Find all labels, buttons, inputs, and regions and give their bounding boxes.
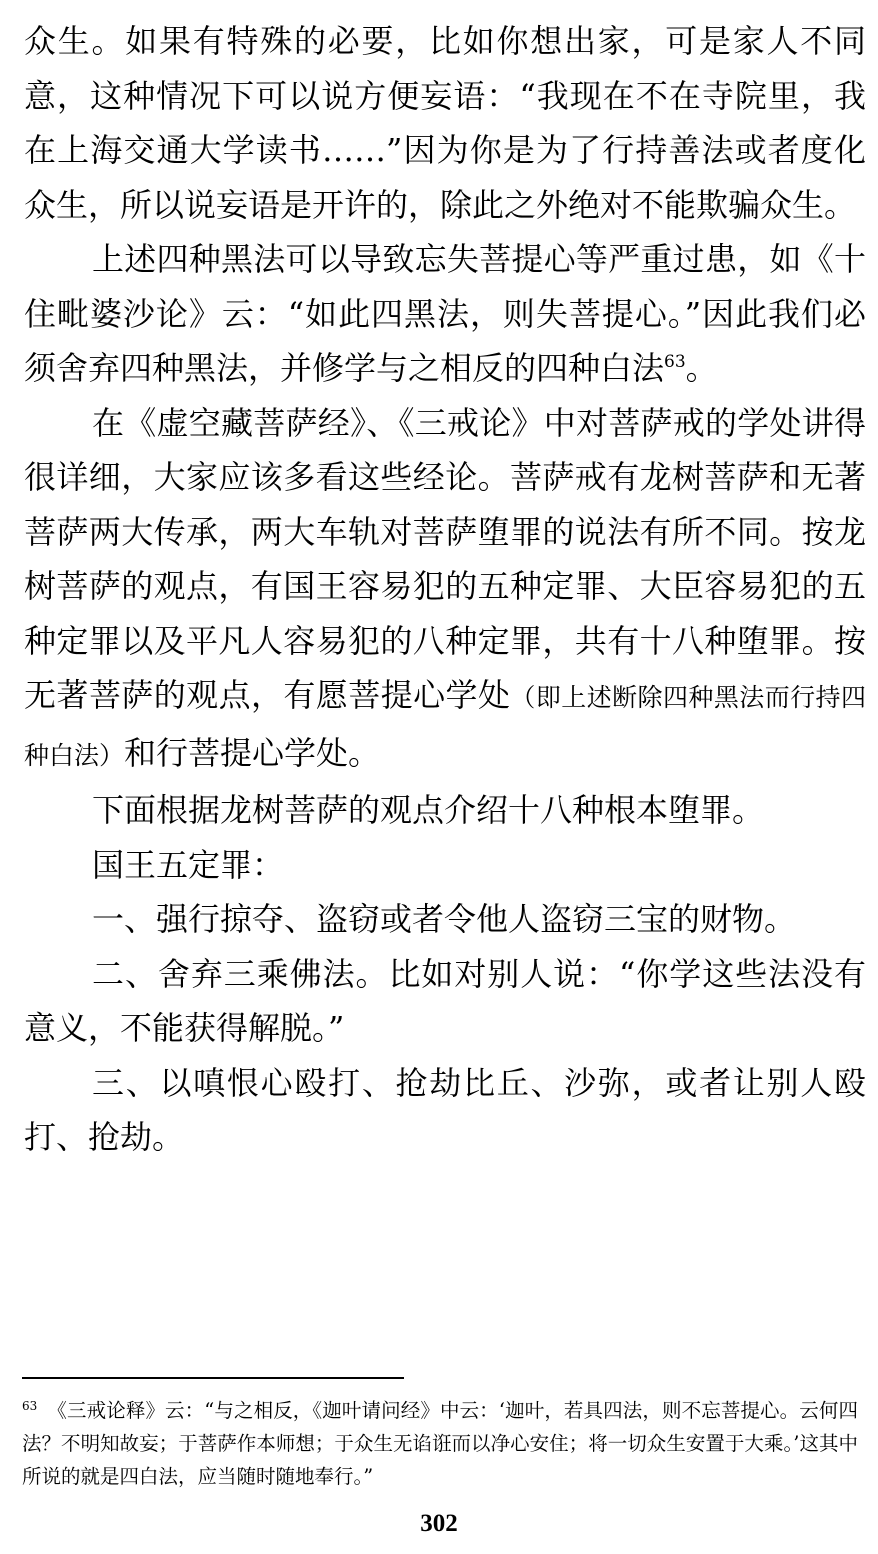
paragraph-tail: 和行菩提心学处。 [124,733,381,772]
footnote-divider [22,1377,404,1379]
section-heading: 国王五定罪： [92,845,285,884]
footnote-number: 63 [22,1399,38,1413]
paragraph [24,232,866,396]
main-text [24,14,866,1165]
page-number: 302 [420,1510,458,1537]
footnote-text: 《三戒论释》云：“与之相反，《迦叶请问经》中云：‘迦叶，若具四法，则不忘菩提心。云何四法？不明知故妄；于菩萨作本师想；于众生无谄诳而以净心安住；将一切众生安置于大乘。’这其中所说的就是四白法，应当随时随地奉行。” [22,1399,858,1488]
list-item: 一、强行掠夺、盗窃或者令他人盗窃三宝的财物。 [92,900,797,938]
footnote-reference[interactable]: 63 [664,352,686,372]
footnote [22,1394,858,1493]
parenthetical-note: （即上述断除四种黑法而行持四种白法） [24,683,866,770]
paragraph-text: 在《虚空藏菩萨经》、《三戒论》中对菩萨戒的学处讲得很详细，大家应该多看这些经论。菩萨戒有龙树菩萨和无著菩萨两大传承，两大车轨对菩萨堕罪的说法有所不同。按龙树菩萨的观点，有国王容易犯的五种定罪、大臣容易犯的五种定罪以及平凡人容易犯的八种定罪，共有十八种堕罪。按无著菩萨的观点，有愿菩提心学处 [24,403,866,714]
paragraph-tail: 。 [685,349,718,387]
paragraph-text: 上述四种黑法可以导致忘失菩提心等严重过患，如《十住毗婆沙论》云：“如此四黑法，则失菩提心。”因此我们必须舍弃四种黑法，并修学与之相反的四种白法 [24,240,866,387]
list-item: 二、舍弃三乘佛法。比如对别人说：“你学这些法没有意义，不能获得解脱。” [24,954,866,1047]
paragraph: 众生。如果有特殊的必要，比如你想出家，可是家人不同意，这种情况下可以说方便妄语：“我现在不在寺院里，我在上海交通大学读书……”因为你是为了行持善法或者度化众生，所以说妄语是开许的，除此之外绝对不能欺骗众生。 [24,22,866,224]
paragraph: 下面根据龙树菩萨的观点介绍十八种根本堕罪。 [92,791,765,829]
paragraph [24,396,866,784]
list-item: 三、以嗔恨心殴打、抢劫比丘、沙弥，或者让别人殴打、抢劫。 [24,1063,866,1156]
